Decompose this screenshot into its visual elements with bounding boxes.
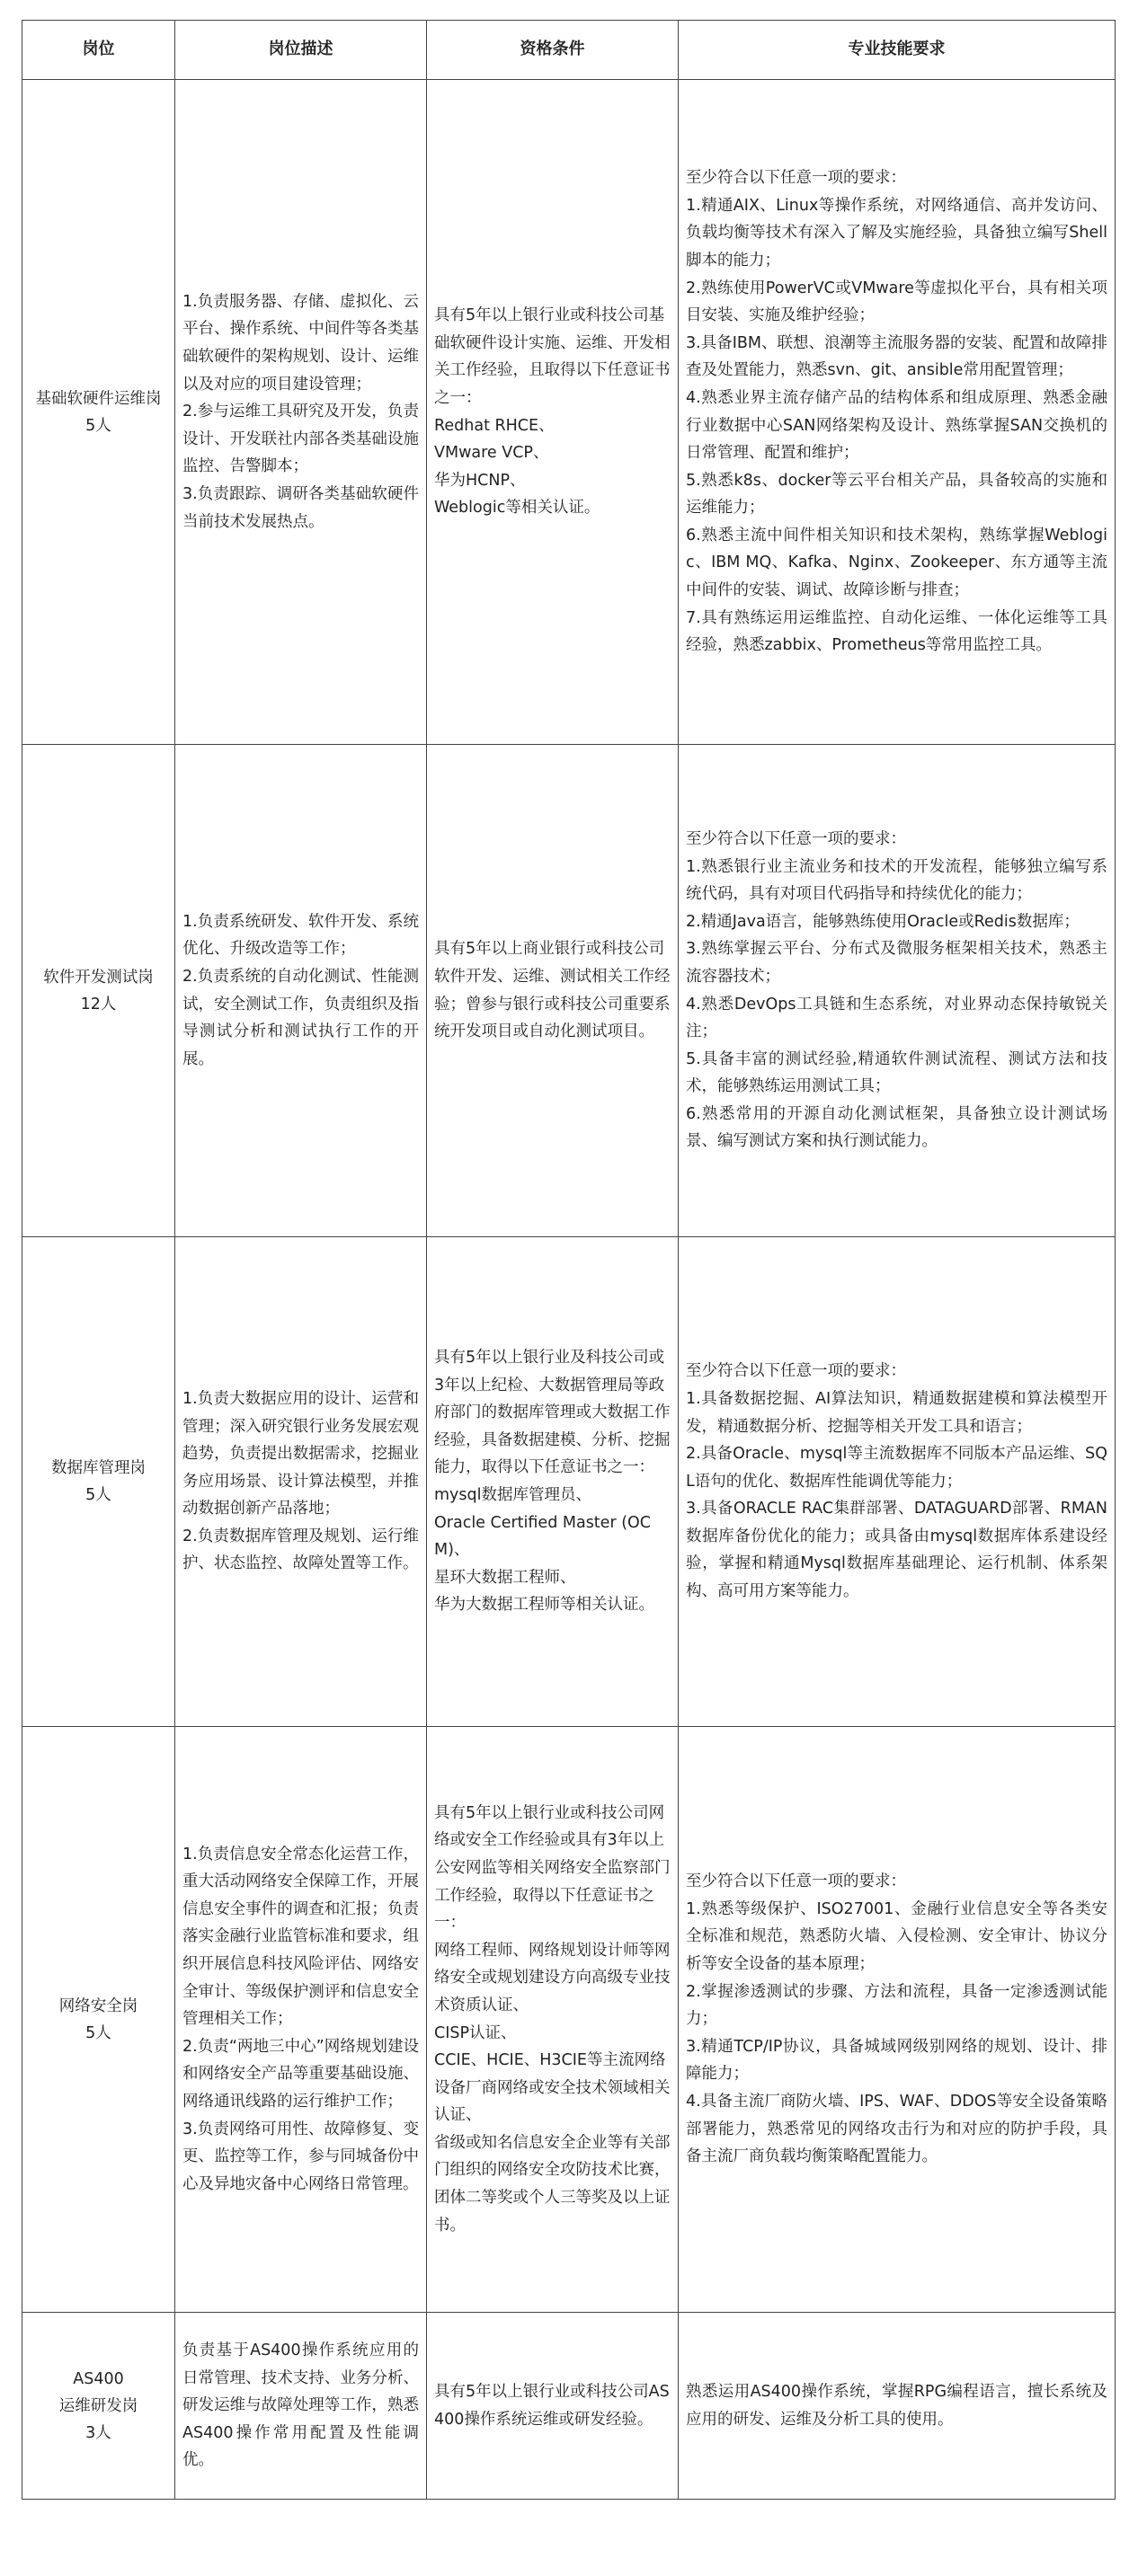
skills-item: 3.具备ORACLE RAC集群部署、DATAGUARD部署、RMAN数据库备份优化的能力；或具备由mysql数据库体系建设经验，掌握和精通Mysql数据库基础理论、运行机制、体系架构、高可用方案等能力。 (686, 1500, 1107, 1601)
qualification-item: 具有5年以上商业银行或科技公司软件开发、运维、测试相关工作经验；曾参与银行或科技公司重要系统开发项目或自动化测试项目。 (434, 940, 671, 1041)
skills-item: 6.熟悉主流中间件相关知识和技术架构，熟练掌握Weblogic、IBM MQ、Kafka、Nginx、Zookeeper、东方通等主流中间件的安装、调试、故障诊断与排查； (686, 526, 1107, 600)
description-item: 1.负责服务器、存储、虚拟化、云平台、操作系统、中间件等各类基础软硬件的架构规划、设计、运维以及对应的项目建设管理； (182, 292, 419, 394)
position-count: 3人 (85, 2423, 111, 2442)
description-item: 2.负责数据库管理及规划、运行维护、状态监控、故障处置等工作。 (182, 1527, 419, 1573)
qualification-item: 具有5年以上银行业及科技公司或3年以上纪检、大数据管理局等政府部门的数据库管理或大数据工作经验，具备数据建模、分析、挖掘能力，取得以下任意证书之一： (434, 1349, 671, 1477)
qualification-cell (427, 80, 679, 745)
position-cell (22, 1237, 175, 1727)
skills-cell (679, 745, 1116, 1237)
table-row (22, 1727, 1116, 2313)
skills-item: 6.熟悉常用的开源自动化测试框架，具备独立设计测试场景、编写测试方案和执行测试能力。 (686, 1104, 1107, 1151)
skills-cell (679, 1237, 1116, 1727)
qualification-cell (427, 2313, 679, 2500)
qualification-item: 华为大数据工程师等相关认证。 (434, 1596, 654, 1615)
position-count: 12人 (80, 995, 117, 1014)
position-count: 5人 (85, 2023, 111, 2042)
skills-cell (679, 80, 1116, 745)
qualification-item: CISP认证、 (434, 2023, 517, 2042)
skills-item: 至少符合以下任意一项的要求： (686, 829, 906, 848)
qualification-item: VMware VCP、 (434, 444, 549, 463)
position-cell (22, 2313, 175, 2500)
skills-item: 4.熟悉业界主流存储产品的结构体系和组成原理、熟悉金融行业数据中心SAN网络架构及设计、熟练掌握SAN交换机的日常管理、配置和维护； (686, 388, 1107, 463)
description-item: 3.负责网络可用性、故障修复、变更、监控等工作，参与同城备份中心及异地灾备中心网络日常管理。 (182, 2120, 419, 2193)
qualification-cell (427, 1237, 679, 1727)
description-item: 1.负责系统研发、软件开发、系统优化、升级改造等工作； (182, 912, 419, 959)
skills-item: 4.熟悉DevOps工具链和生态系统，对业界动态保持敏锐关注； (686, 995, 1107, 1041)
description-cell (175, 1237, 427, 1727)
qualification-cell (427, 1727, 679, 2313)
description-cell (175, 80, 427, 745)
position-count: 5人 (85, 1486, 111, 1504)
qualification-cell (427, 745, 679, 1237)
description-item: 3.负责跟踪、调研各类基础软硬件当前技术发展热点。 (182, 484, 419, 531)
skills-item: 3.具备IBM、联想、浪潮等主流服务器的安装、配置和故障排查及处置能力，熟悉svn、git、ansible常用配置管理； (686, 333, 1107, 380)
header-skills: 专业技能要求 (679, 21, 1116, 80)
skills-item: 至少符合以下任意一项的要求： (686, 169, 906, 188)
skills-item: 1.精通AIX、Linux等操作系统，对网络通信、高并发访问、负载均衡等技术有深入了解及实施经验，具备独立编写Shell脚本的能力； (686, 196, 1107, 270)
header-row (22, 21, 1116, 80)
position-name-line2: 运维研发岗 (58, 2396, 138, 2415)
description-cell (175, 2313, 427, 2500)
table-row (22, 2313, 1116, 2500)
skills-item: 熟悉运用AS400操作系统，掌握RPG编程语言，擅长系统及应用的研发、运维及分析工具的使用。 (686, 2382, 1107, 2429)
qualification-item: Weblogic等相关认证。 (434, 499, 600, 518)
table-row (22, 80, 1116, 745)
qualification-item: 具有5年以上银行业或科技公司基础软硬件设计实施、运维、开发相关工作经验，且取得以下任意证书之一： (434, 306, 671, 407)
qualification-item: CCIE、HCIE、H3CIE等主流网络设备厂商网络或安全技术领域相关认证、 (434, 2051, 671, 2125)
skills-item: 5.具备丰富的测试经验,精通软件测试流程、测试方法和技术，能够熟练运用测试工具； (686, 1049, 1107, 1096)
skills-item: 1.熟悉银行业主流业务和技术的开发流程，能够独立编写系统代码，具有对项目代码指导和持续优化的能力； (686, 857, 1107, 904)
skills-item: 2.精通Java语言，能够熟练使用Oracle或Redis数据库； (686, 912, 1080, 931)
qualification-item: Oracle Certified Master (OCM)、 (434, 1513, 652, 1560)
position-name: AS400 (73, 2369, 124, 2388)
description-cell (175, 745, 427, 1237)
qualification-item: 华为HCNP、 (434, 471, 526, 490)
header-description: 岗位描述 (175, 21, 427, 80)
header-position: 岗位 (22, 21, 175, 80)
qualification-item: Redhat RHCE、 (434, 416, 555, 435)
description-item: 2.负责“两地三中心”网络规划建设和网络安全产品等重要基础设施、网络通讯线路的运行维护工作； (182, 2037, 419, 2111)
position-cell (22, 1727, 175, 2313)
qualification-item: 省级或知名信息安全企业等有关部门组织的网络安全攻防技术比赛，团体二等奖或个人三等奖及以上证书。 (434, 2133, 671, 2235)
position-name: 软件开发测试岗 (43, 968, 154, 987)
description-item: 负责基于AS400操作系统应用的日常管理、技术支持、业务分析、研发运维与故障处理等工作，熟悉AS400操作常用配置及性能调优。 (182, 2341, 419, 2470)
skills-item: 至少符合以下任意一项的要求： (686, 1872, 906, 1891)
position-cell (22, 745, 175, 1237)
position-name: 数据库管理岗 (51, 1459, 146, 1477)
description-item: 1.负责大数据应用的设计、运营和管理；深入研究银行业务发展宏观趋势，负责提出数据需求，挖掘业务应用场景、设计算法模型，并推动数据创新产品落地； (182, 1389, 419, 1518)
skills-item: 3.精通TCP/IP协议，具备城域网级别网络的规划、设计、排障能力； (686, 2037, 1107, 2084)
position-name: 基础软硬件运维岗 (35, 389, 162, 408)
position-count: 5人 (85, 416, 111, 435)
skills-item: 1.具备数据挖掘、AI算法知识，精通数据建模和算法模型开发，精通数据分析、挖掘等相关开发工具和语言； (686, 1389, 1107, 1436)
description-item: 2.负责系统的自动化测试、性能测试，安全测试工作，负责组织及指导测试分析和测试执行工作的开展。 (182, 967, 419, 1068)
header-qualification: 资格条件 (427, 21, 679, 80)
qualification-item: mysql数据库管理员、 (434, 1486, 591, 1504)
skills-item: 2.熟练使用PowerVC或VMware等虚拟化平台，具有相关项目安装、实施及维护经验； (686, 279, 1107, 325)
skills-item: 5.熟悉k8s、docker等云平台相关产品，具备较高的实施和运维能力； (686, 471, 1107, 518)
skills-item: 4.具备主流厂商防火墙、IPS、WAF、DDOS等安全设备策略部署能力，熟悉常见的网络攻击行为和对应的防护手段，具备主流厂商负载均衡策略配置能力。 (686, 2092, 1107, 2166)
table-row (22, 1237, 1116, 1727)
skills-item: 至少符合以下任意一项的要求： (686, 1362, 906, 1381)
qualification-item: 星环大数据工程师、 (434, 1568, 576, 1587)
skills-cell (679, 1727, 1116, 2313)
skills-item: 3.熟练掌握云平台、分布式及微服务框架相关技术，熟悉主流容器技术； (686, 940, 1107, 986)
description-item: 2.参与运维工具研究及开发，负责设计、开发联社内部各类基础设施监控、告警脚本； (182, 403, 419, 476)
job-table (22, 20, 1116, 2500)
skills-item: 1.熟悉等级保护、ISO27001、金融行业信息安全等各类安全标准和规范，熟悉防火墙、入侵检测、安全审计、协议分析等安全设备的基本原理； (686, 1899, 1107, 1974)
qualification-item: 具有5年以上银行业或科技公司网络或安全工作经验或具有3年以上公安网监等相关网络安全监察部门工作经验，取得以下任意证书之一： (434, 1803, 671, 1933)
position-name: 网络安全岗 (58, 1996, 138, 2015)
qualification-item: 网络工程师、网络规划设计师等网络安全或规划建设方向高级专业技术资质认证、 (434, 1941, 671, 2014)
skills-item: 7.具有熟练运用运维监控、自动化运维、一体化运维等工具经验，熟悉zabbix、Prometheus等常用监控工具。 (686, 608, 1107, 655)
skills-cell (679, 2313, 1116, 2500)
position-cell (22, 80, 175, 745)
qualification-item: 具有5年以上银行业或科技公司AS400操作系统运维或研发经验。 (434, 2382, 670, 2429)
skills-item: 2.具备Oracle、mysql等主流数据库不同版本产品运维、SQL语句的优化、数据库性能调优等能力； (686, 1445, 1107, 1491)
description-cell (175, 1727, 427, 2313)
description-item: 1.负责信息安全常态化运营工作，重大活动网络安全保障工作，开展信息安全事件的调查和汇报；负责落实金融行业监管标准和要求，组织开展信息科技风险评估、网络安全审计、等级保护测评和信息安全管理相关工作； (182, 1845, 419, 2029)
skills-item: 2.掌握渗透测试的步骤、方法和流程，具备一定渗透测试能力； (686, 1982, 1107, 2029)
table-row (22, 745, 1116, 1237)
